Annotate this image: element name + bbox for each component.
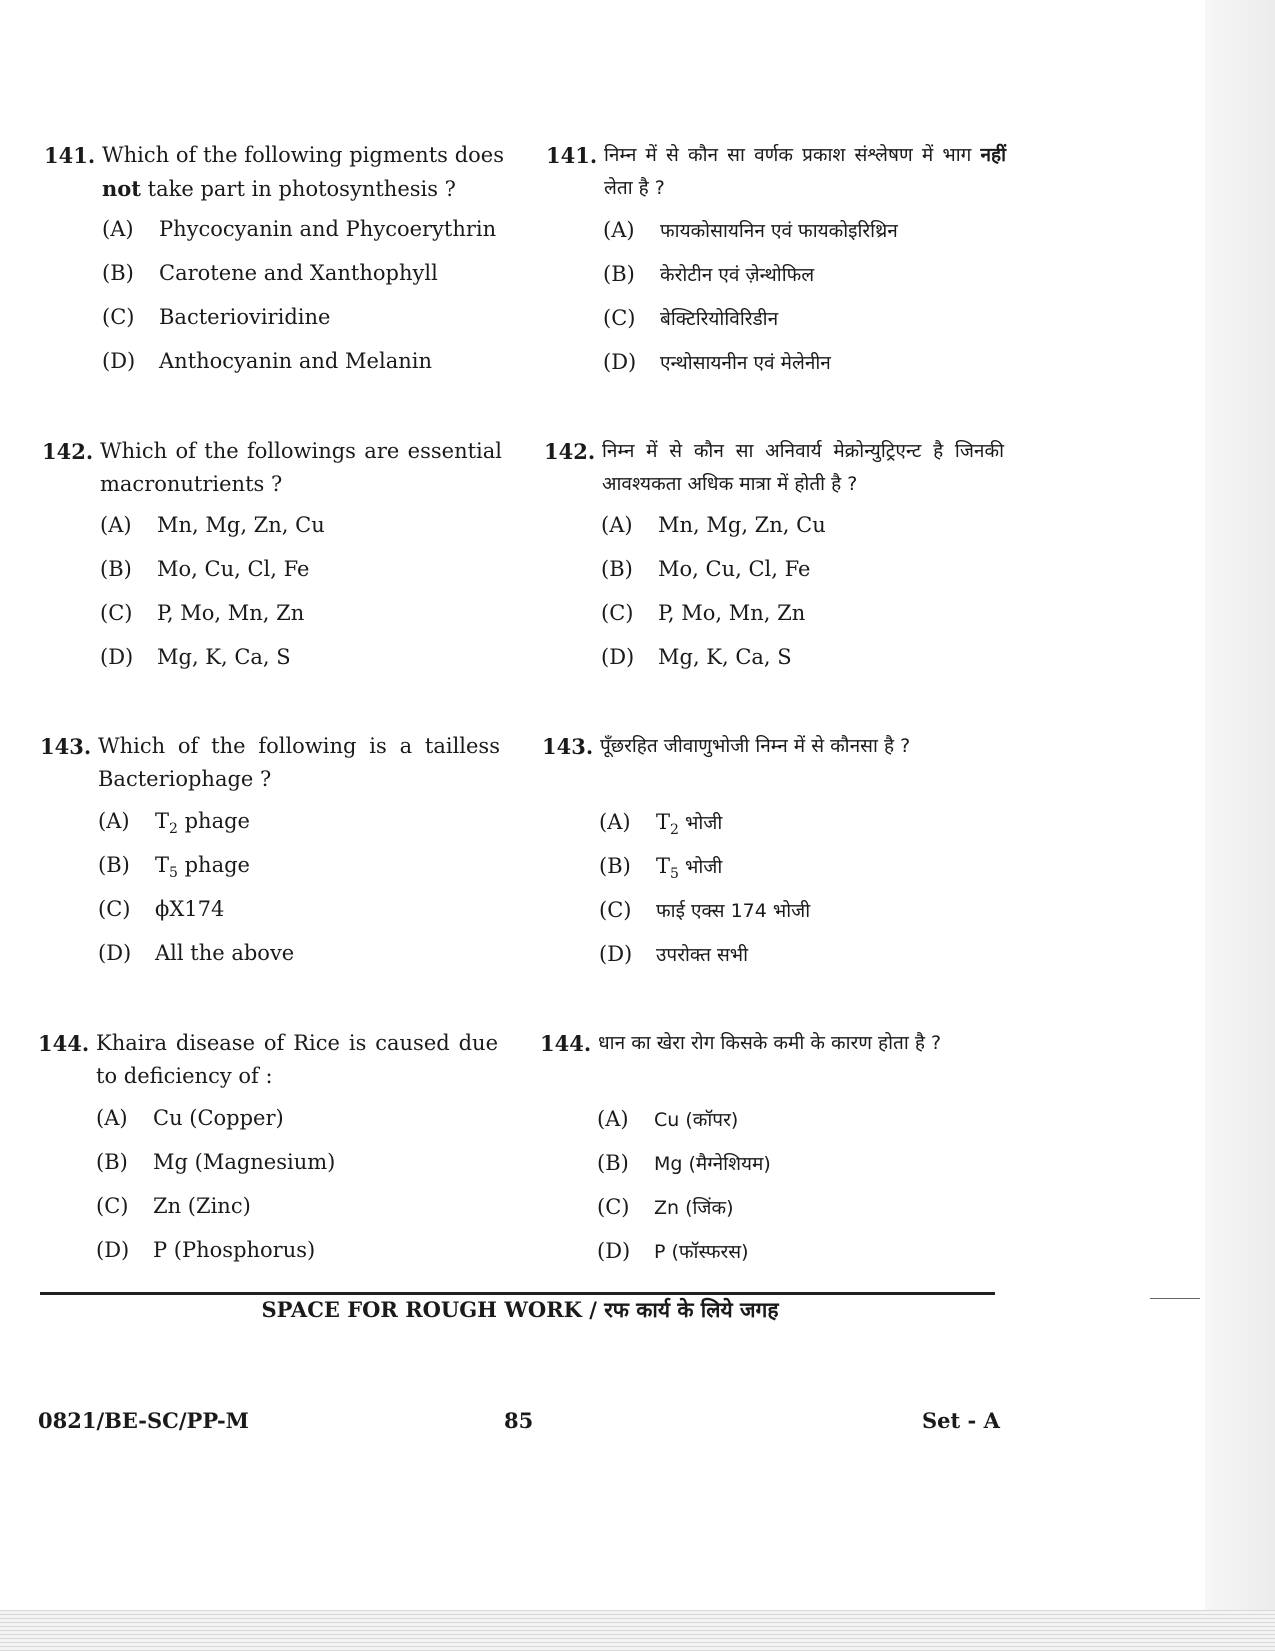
option-143-hi-a: (A) $T_2$ भोजी (599, 810, 723, 839)
option-142-hi-b: (B) Mo, Cu, Cl, Fe (601, 557, 811, 581)
question-number: 141. (546, 143, 598, 168)
question-text: Which of the followings are essential macronutrients ? (100, 439, 502, 496)
question-141-hi (546, 139, 1006, 205)
option-141-hi-a: (A) फायकोसायनिन एवं फायकोइरिथ्रिन (603, 218, 898, 242)
question-text: निम्न में से कौन सा अनिवार्य मेक्रोन्युट्रिएन्ट है जिनकी आवश्यकता अधिक मात्रा में होती है ? (602, 440, 1004, 495)
question-number: 141. (44, 143, 96, 168)
question-141-en (44, 139, 504, 206)
question-142-hi (544, 435, 1004, 501)
option-141-en-a: (A) Phycocyanin and Phycoerythrin (102, 217, 497, 241)
emphasis-not: not (102, 176, 141, 201)
question-144-en (38, 1027, 498, 1093)
question-144-hi (540, 1027, 1000, 1060)
question-number: 144. (38, 1031, 90, 1056)
option-142-en-a: (A) Mn, Mg, Zn, Cu (100, 513, 325, 537)
option-143-en-a: (A) $T_2$ phage (98, 809, 250, 838)
option-141-hi-d: (D) एन्थोसायनीन एवं मेलेनीन (603, 350, 831, 374)
option-144-hi-a: (A) Cu (कॉपर) (597, 1107, 739, 1131)
margin-mark (1150, 1298, 1200, 1299)
option-144-hi-b: (B) Mg (मैग्नेशियम) (597, 1151, 771, 1175)
option-144-hi-d: (D) P (फॉस्फरस) (597, 1239, 749, 1263)
question-number: 144. (540, 1031, 592, 1056)
question-number: 142. (544, 439, 596, 464)
footer-paper-code: 0821/BE-SC/PP-M (38, 1408, 249, 1433)
footer-page-number: 85 (504, 1408, 534, 1433)
question-number: 143. (542, 734, 594, 759)
option-143-hi-b: (B) $T_5$ भोजी (599, 854, 723, 883)
question-143-en (40, 730, 500, 796)
option-142-en-d: (D) Mg, K, Ca, S (100, 645, 291, 669)
option-141-en-b: (B) Carotene and Xanthophyll (102, 261, 438, 285)
question-text: Khaira disease of Rice is caused due to deficiency of : (96, 1031, 498, 1088)
option-141-en-d: (D) Anthocyanin and Melanin (102, 349, 432, 373)
question-143-hi (542, 730, 1002, 763)
option-141-en-c: (C) Bacterioviridine (102, 305, 331, 329)
option-142-hi-d: (D) Mg, K, Ca, S (601, 645, 792, 669)
rough-work-divider (40, 1292, 995, 1295)
question-text: धान का खेरा रोग किसके कमी के कारण होता है ? (598, 1032, 942, 1054)
option-143-hi-c: (C) फाई एक्स 174 भोजी (599, 898, 811, 922)
option-143-hi-d: (D) उपरोक्त सभी (599, 942, 749, 966)
option-144-hi-c: (C) Zn (जिंक) (597, 1195, 734, 1219)
option-142-hi-c: (C) P, Mo, Mn, Zn (601, 601, 806, 625)
question-text: निम्न में से कौन सा वर्णक प्रकाश संश्लेषण में भाग नहीं लेता है ? (604, 144, 1006, 199)
option-144-en-a: (A) Cu (Copper) (96, 1106, 284, 1130)
option-144-en-c: (C) Zn (Zinc) (96, 1194, 251, 1218)
emphasis-not: नहीं (980, 144, 1006, 166)
option-144-en-d: (D) P (Phosphorus) (96, 1238, 316, 1262)
question-text: Which of the following pigments does not take part in photosynthesis ? (102, 143, 504, 201)
page-edge-shadow (1205, 0, 1275, 1651)
question-text: पूँछरहित जीवाणुभोजी निम्न में से कौनसा है ? (600, 735, 911, 757)
option-142-hi-a: (A) Mn, Mg, Zn, Cu (601, 513, 826, 537)
footer-set: Set - A (922, 1408, 1000, 1433)
option-144-en-b: (B) Mg (Magnesium) (96, 1150, 336, 1174)
question-142-en (42, 435, 502, 501)
question-number: 143. (40, 734, 92, 759)
option-143-en-d: (D) All the above (98, 941, 295, 965)
option-141-hi-b: (B) केरोटीन एवं ज़ेन्थोफिल (603, 262, 815, 286)
question-text: Which of the following is a tailless Bacteriophage ? (98, 734, 500, 791)
option-142-en-b: (B) Mo, Cu, Cl, Fe (100, 557, 310, 581)
scan-bottom-edge (0, 1610, 1275, 1651)
option-141-hi-c: (C) बेक्टिरियोविरिडीन (603, 306, 779, 330)
rough-work-heading: SPACE FOR ROUGH WORK / रफ कार्य के लिये जगह (261, 1297, 779, 1322)
option-142-en-c: (C) P, Mo, Mn, Zn (100, 601, 305, 625)
option-143-en-c: (C) ϕX174 (98, 897, 225, 921)
option-143-en-b: (B) $T_5$ phage (98, 853, 250, 882)
question-number: 142. (42, 439, 94, 464)
